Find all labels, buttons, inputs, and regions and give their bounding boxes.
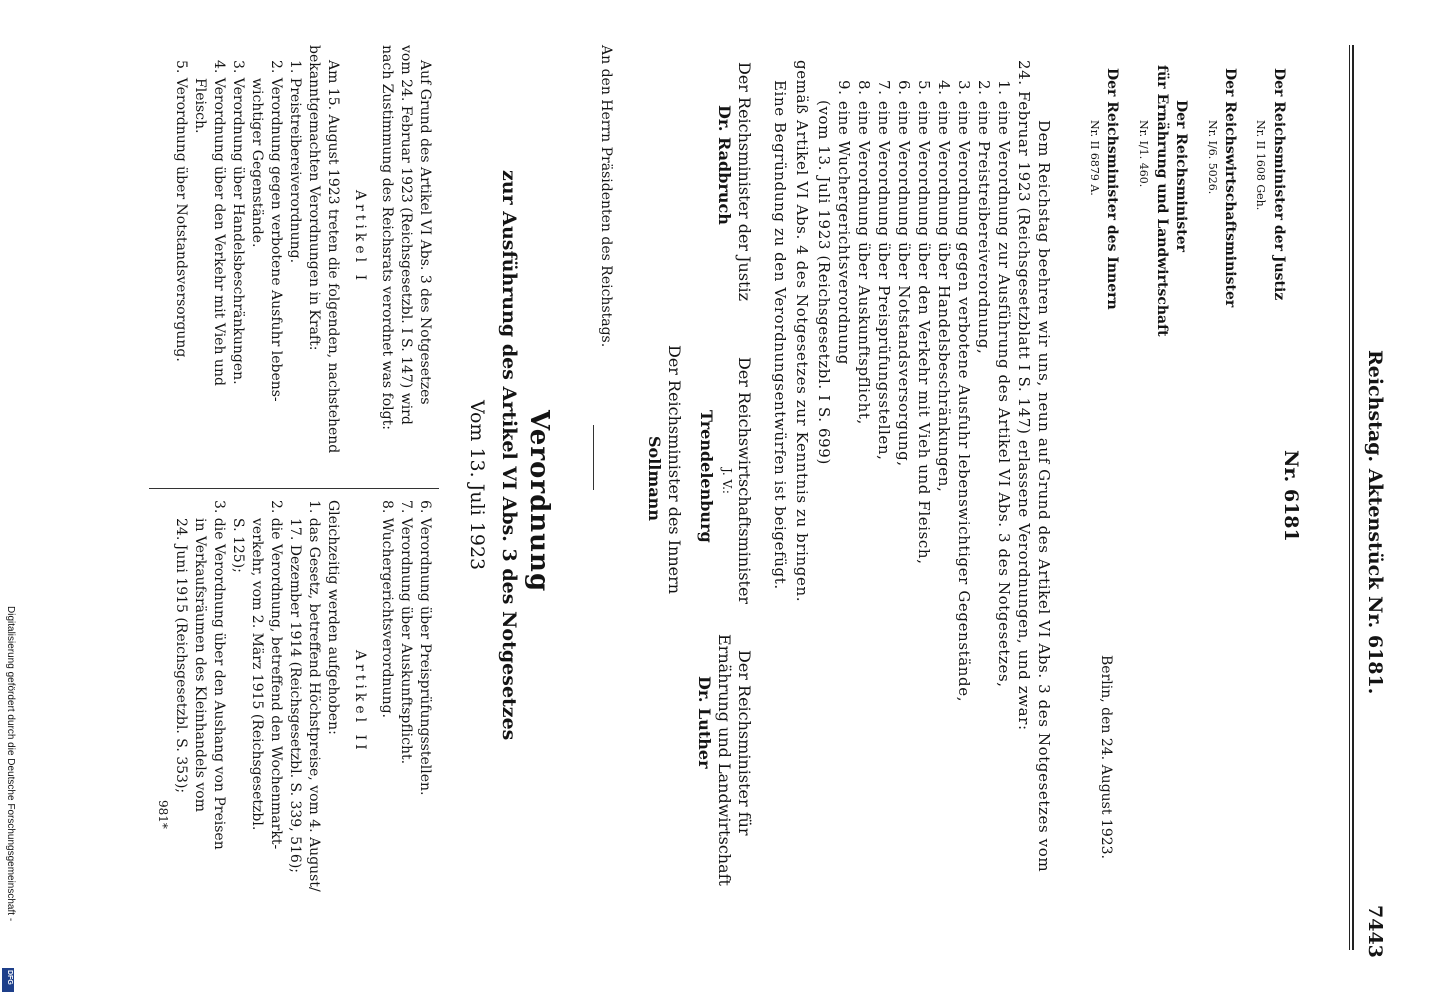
- header-rule: [1352, 45, 1354, 950]
- list-item: 8. eine Verordnung über Auskunftspflicht,: [855, 80, 873, 425]
- digitization-note: [4, 606, 16, 992]
- repeal-line: 24. Juni 1915 (Reichsgesetzbl. S. 353);: [173, 518, 189, 794]
- article-1-item: 1. Preistreibereiverordnung.: [287, 60, 303, 264]
- article-1-item: 8. Wuchergerichtsverordnung.: [379, 500, 395, 718]
- article-1-item: 7. Verordnung über Auskunftspflicht.: [398, 500, 414, 765]
- article-1-item: 2. Verordnung gegen verbotene Ausfuhr lebens-: [268, 60, 284, 402]
- running-header: Reichstag. Aktenstück Nr. 6181.: [1364, 350, 1386, 695]
- list-item: 1. eine Verordnung zur Ausführung des Artikel VI Abs. 3 des Notgesetzes,: [995, 80, 1013, 688]
- authority-economics-ref: Nr. I/6. 5026.: [1206, 120, 1219, 195]
- list-item: 9. eine Wuchergerichtsverordnung: [835, 80, 853, 365]
- repeal-line: S. 125);: [230, 518, 246, 573]
- signature-pre-economics: J. V.:: [720, 468, 734, 494]
- preamble-line: vom 24. Februar 1923 (Reichsgesetzbl. I S. 147) wird: [398, 45, 414, 425]
- intro-line-1: Dem Reichstag beehren wir uns, neun auf Grund des Artikel VI Abs. 3 des Notgesetzes vom: [1035, 120, 1053, 873]
- list-item: (vom 13. Juli 1923 (Reichsgesetzbl. I S. 699): [815, 100, 833, 465]
- decree-title: Verordnung: [524, 410, 554, 593]
- header-rule-thin: [1349, 45, 1350, 950]
- article-2-lead: Gleichzeitig werden aufgehoben:: [325, 500, 341, 735]
- document-number: Nr. 6181: [1280, 450, 1302, 542]
- closing-line-1: gemäß Artikel VI Abs. 4 des Notgesetzes zur Kenntnis zu bringen.: [793, 60, 811, 603]
- article-1-item: 6. Verordnung über Preisprüfungsstellen.: [417, 500, 433, 796]
- article-1-item: 3. Verordnung über Handelsbeschränkungen.: [230, 60, 246, 385]
- repeal-line: 1. das Gesetz, betreffend Höchstpreise, vom 4. August/: [306, 500, 322, 892]
- signature-role-justice: Der Reichsminister der Justiz: [735, 62, 754, 302]
- list-item: 6. eine Verordnung über Notstandsversorgung,: [895, 80, 913, 467]
- column-divider: [149, 488, 439, 489]
- article-heading-1: Artikel I: [352, 190, 368, 285]
- authority-food-line1: Der Reichsminister: [1173, 100, 1189, 253]
- authority-economics: Der Reichswirtschaftsminister: [1222, 68, 1238, 308]
- page-number: 7443: [1364, 905, 1386, 958]
- authority-food-line2: für Ernährung und Landwirtschaft: [1154, 65, 1170, 337]
- repeal-line: 3. die Verordnung über den Aushang von Preisen: [211, 500, 227, 850]
- decree-date: Vom 13. Juli 1923: [466, 400, 488, 571]
- repeal-line: 17. Dezember 1914 (Reichsgesetzbl. S. 339, 516);: [287, 518, 303, 874]
- repeal-line: verkehr, vom 2. März 1915 (Reichsgesetzbl.: [249, 518, 265, 831]
- intro-line-2: 24. Februar 1923 (Reichsgesetzblatt I S. 147) erlassene Verordnungen, und zwar:: [1015, 60, 1033, 731]
- signature-role-economics: Der Reichswirtschaftsminister: [735, 357, 754, 605]
- signature-mark: 981*: [156, 800, 170, 829]
- article-1-item: 4. Verordnung über den Verkehr mit Vieh und: [211, 60, 227, 386]
- authority-interior-ref: Nr. II 6879 A.: [1088, 120, 1101, 196]
- article-1-item: 5. Verordnung über Notstandsversorgung.: [173, 60, 189, 362]
- signature-name-food: Dr. Luther: [695, 676, 714, 769]
- dfg-logo-text: DFG: [6, 970, 13, 985]
- signature-name-interior: Sollmann: [645, 436, 664, 521]
- signature-name-justice: Dr. Radbruch: [715, 105, 734, 225]
- list-item: 3. eine Verordnung gegen verbotene Ausfuhr lebenswichtiger Gegenstände,: [955, 80, 973, 703]
- authority-justice: Der Reichsminister der Justiz: [1271, 68, 1287, 301]
- addressee: An den Herrn Präsidenten des Reichstags.: [598, 45, 614, 348]
- repeal-line: 2. die Verordnung, betreffend den Wochenmarkt-: [268, 500, 284, 850]
- article-1-item: Fleisch.: [192, 78, 208, 134]
- signature-role-interior: Der Reichsminister des Innern: [665, 345, 684, 595]
- preamble-line: Auf Grund des Artikel VI Abs. 3 des Notgesetzes: [417, 60, 433, 405]
- authority-food-ref: Nr. I/1. 460.: [1137, 120, 1150, 188]
- article-1-text: Am 15. August 1923 treten die folgenden, nachstehend: [325, 60, 341, 454]
- preamble-line: nach Zustimmung des Reichsrats verordnet was folgt:: [379, 45, 395, 430]
- decree-subtitle: zur Ausführung des Artikel VI Abs. 3 des Notgesetzes: [498, 170, 520, 741]
- signature-name-economics: Trendelenburg: [697, 410, 716, 543]
- dfg-logo: [2, 968, 14, 992]
- separator: [593, 425, 594, 490]
- list-item: 7. eine Verordnung über Preisprüfungsstellen,: [875, 80, 893, 461]
- authority-justice-ref: Nr. II 1608 Geh.: [1254, 120, 1267, 211]
- closing-line-2: Eine Begründung zu den Verordnungsentwürfen ist beigefügt.: [771, 80, 789, 590]
- signature-role-food-line1: Der Reichsminister für: [735, 650, 754, 836]
- list-item: 5. eine Verordnung über den Verkehr mit Vieh und Fleisch,: [915, 80, 933, 565]
- article-heading-2: Artikel II: [352, 650, 368, 754]
- repeal-line: in Verkaufsräumen des Kleinhandels vom: [192, 518, 208, 812]
- authority-interior: Der Reichsminister des Innern: [1104, 68, 1120, 310]
- signature-role-food-line2: Ernährung und Landwirtschaft: [715, 634, 734, 886]
- digitization-text: Digitalisierung gefördert durch die Deutsche Forschungsgemeinschaft -: [5, 606, 16, 922]
- article-1-item: wichtiger Gegenstände.: [249, 78, 265, 248]
- list-item: 4. eine Verordnung über Handelsbeschränkungen,: [935, 80, 953, 493]
- article-1-text: bekanntgemachten Verordnungen in Kraft:: [306, 45, 322, 351]
- dateline: Berlin, den 24. August 1923.: [1098, 655, 1114, 860]
- list-item: 2. eine Preistreibereiverordnung,: [975, 80, 993, 355]
